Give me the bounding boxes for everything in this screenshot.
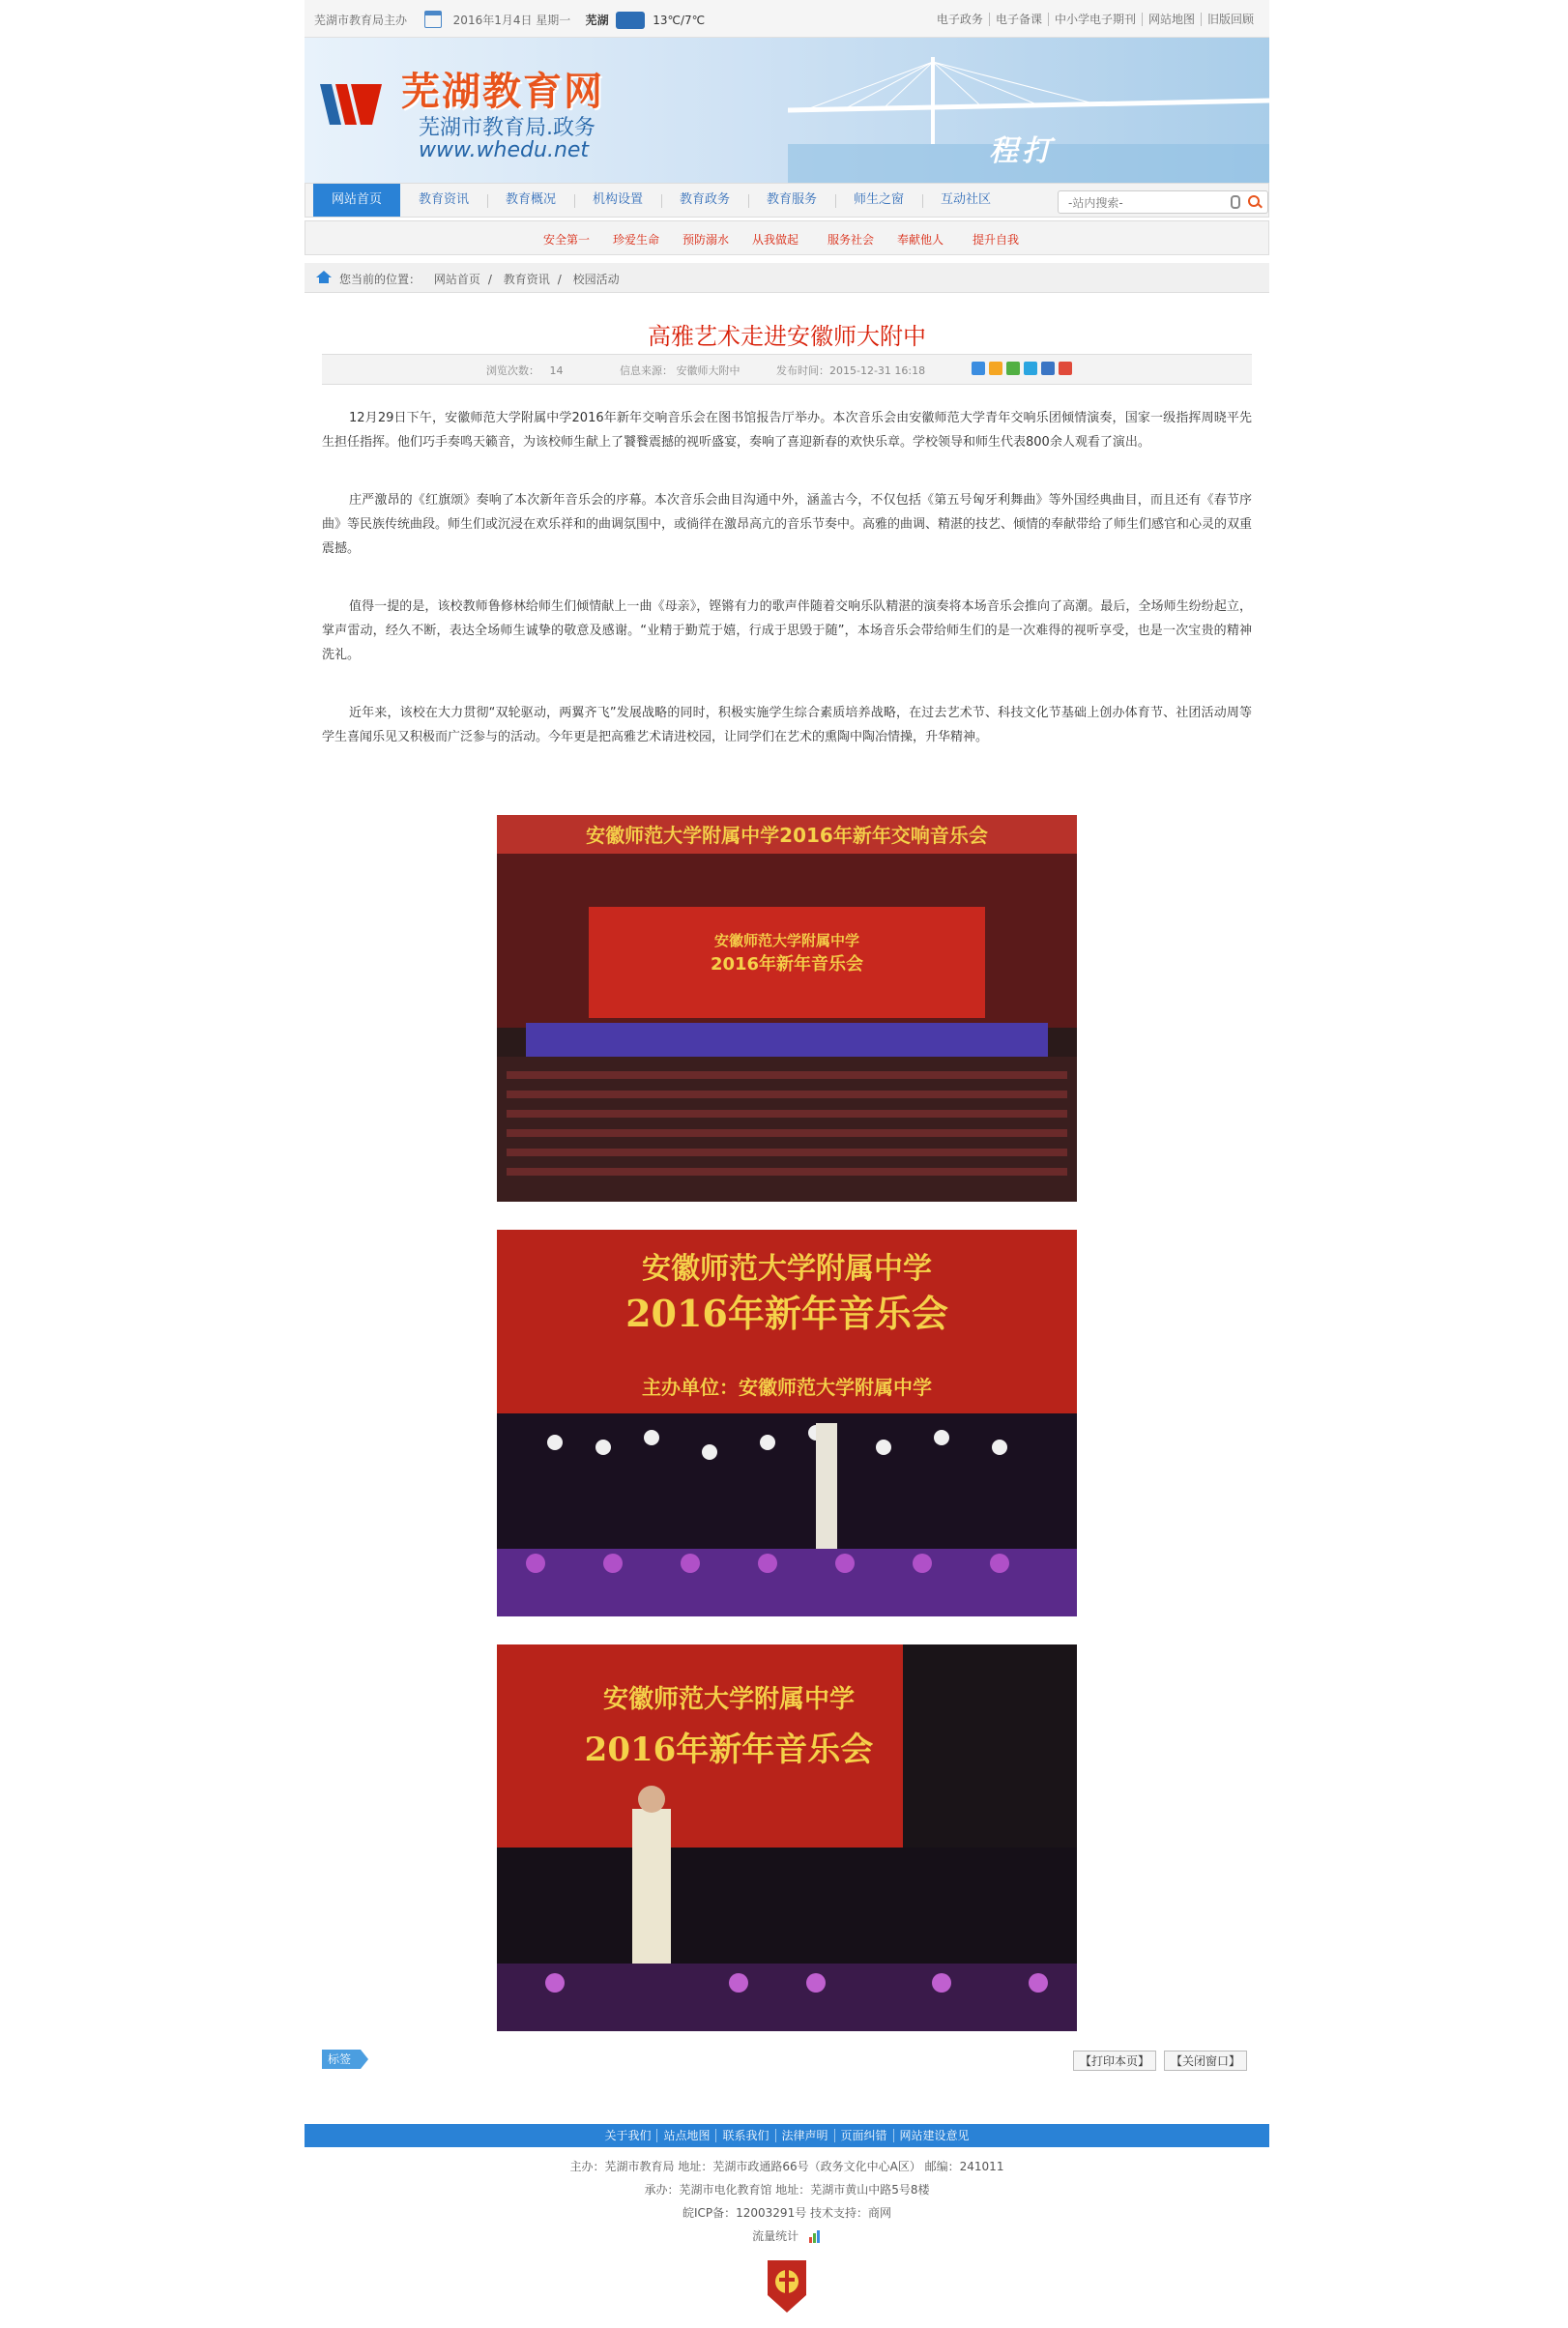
nav-item-services[interactable]: 教育服务: [766, 192, 817, 207]
footer-link-about[interactable]: 关于我们: [604, 2129, 652, 2142]
article-meta: [322, 354, 1252, 385]
top-bar-info: [314, 11, 705, 29]
top-link-egov[interactable]: 电子政务: [936, 13, 983, 26]
photo1-school-text: 安徽师范大学附属中学: [713, 932, 860, 949]
top-link-sitemap[interactable]: 网站地图: [1142, 13, 1201, 26]
share-qzone-icon[interactable]: [989, 362, 1002, 375]
photo2-school-text: 安徽师范大学附属中学: [642, 1252, 932, 1286]
photo1-event-text: 2016年新年音乐会: [710, 954, 864, 975]
subnav-link-improve[interactable]: 提升自我: [973, 233, 1020, 247]
article-actions: [1065, 2051, 1247, 2071]
subnav-link-start[interactable]: 从我做起: [752, 233, 799, 247]
search-box: [1058, 190, 1268, 214]
date-text: 2016年1月4日 星期一: [452, 14, 571, 27]
photo2-organizer-text: 主办单位：安徽师范大学附属中学: [642, 1376, 932, 1399]
subnav-link-drowning[interactable]: 预防溺水: [682, 233, 730, 247]
concert-photo-orchestra: [497, 1230, 1077, 1616]
source-value: 安徽师大附中: [676, 364, 740, 377]
microphone-icon[interactable]: [1231, 195, 1240, 209]
nav-item-affairs[interactable]: 教育政务: [679, 192, 730, 207]
article-paragraph: 12月29日下午，安徽师范大学附属中学2016年新年交响音乐会在图书馆报告厅举办。本次音乐会由安徽师范大学青年交响乐团倾情演奏，国家一级指挥周晓平先生担任指挥。他们巧手奏鸣天籁音，为该校师生献上了饕餮震撼的视听盛宴，奏响了喜迎新春的欢快乐章。学校领导和师生代表800余人观看了演出。: [322, 411, 1252, 450]
article-body: [322, 406, 1252, 783]
sponsor-text: 芜湖市教育局主办: [314, 14, 408, 27]
article-paragraph: 值得一提的是，该校教师鲁修林给师生们倾情献上一曲《母亲》，铿锵有力的歌声伴随着交响乐队精湛的演奏将本场音乐会推向了高潮。最后，全场师生纷纷起立，掌声雷动，经久不断，表达全场师生诚挚的敬意及感谢。“业精于勤荒于嬉，行成于思毁于随”，本场音乐会带给师生们的是一次难得的视听享受，也是一次宝贵的精神洗礼。: [322, 599, 1252, 662]
share-icons: [972, 362, 1076, 378]
gov-emblem-icon[interactable]: [764, 2256, 810, 2314]
article-paragraph: 庄严激昂的《红旗颂》奏响了本次新年音乐会的序幕。本次音乐会曲目沟通中外，涵盖古今，不仅包括《第五号匈牙利舞曲》等外国经典曲目，而且还有《春节序曲》等民族传统曲段。师生们或沉浸在欢乐祥和的曲调氛围中，或徜徉在激昂高亢的音乐节奏中。高雅的曲调、精湛的技艺、倾情的奉献带给了师生们感官和心灵的双重震撼。: [322, 493, 1253, 556]
breadcrumb-home[interactable]: 网站首页: [433, 273, 480, 286]
article-paragraph: 近年来，该校在大力贯彻“双轮驱动，两翼齐飞”发展战略的同时，积极实施学生综合素质培养战略，在过去艺术节、科技文化节基础上创办体育节、社团活动周等学生喜闻乐见又积极而广泛参与的活动。今年更是把高雅艺术请进校园，让同学们在艺术的熏陶中陶冶情操，升华精神。: [322, 706, 1252, 744]
views-label: 浏览次数：: [486, 364, 539, 377]
photo1-banner-text: 安徽师范大学附属中学2016年新年交响音乐会: [586, 824, 988, 847]
breadcrumb-campus[interactable]: 校园活动: [572, 273, 620, 286]
close-window-button[interactable]: 【关闭窗口】: [1164, 2051, 1247, 2071]
site-url: www.whedu.net: [419, 138, 590, 162]
footer-line-icp: 皖ICP备：12003291号 技术支持：商网: [682, 2206, 892, 2220]
subnav-link-safety[interactable]: 安全第一: [543, 233, 591, 247]
top-link-elesson[interactable]: 电子备课: [989, 13, 1048, 26]
breadcrumb-label: 您当前的位置：: [339, 273, 421, 286]
share-weibo-icon[interactable]: [1006, 362, 1020, 375]
nav-item-window[interactable]: 师生之窗: [853, 192, 904, 207]
banner-slogan: 程打: [989, 134, 1055, 168]
search-input[interactable]: [1066, 193, 1225, 213]
footer-link-legal[interactable]: 法律声明: [775, 2129, 834, 2142]
main-nav: [305, 183, 1269, 218]
source-label: 信息来源：: [620, 364, 673, 377]
publish-date: 2015-12-31 16:18: [829, 364, 926, 377]
footer-line-sponsor: 主办：芜湖市教育局 地址：芜湖市政通路66号（政务文化中心A区） 邮编：241011: [569, 2160, 1004, 2173]
calendar-icon: [424, 11, 442, 28]
top-link-journal[interactable]: 中小学电子期刊: [1048, 13, 1142, 26]
header-banner: [305, 38, 1269, 183]
weather-icon: [616, 12, 645, 29]
date-label: 发布时间：: [776, 364, 829, 377]
stats-icon[interactable]: [808, 2229, 822, 2243]
share-more-icon[interactable]: [1059, 362, 1072, 375]
city-text: 芜湖: [585, 14, 609, 27]
site-subtitle: 芜湖市教育局.政务: [419, 116, 595, 140]
breadcrumb-news[interactable]: 教育资讯: [503, 273, 550, 286]
nav-item-news[interactable]: 教育资讯: [418, 192, 469, 207]
sub-nav: [305, 220, 1269, 255]
top-link-oldversion[interactable]: 旧版回顾: [1201, 13, 1260, 26]
photo3-event-text: 2016年新年音乐会: [584, 1731, 874, 1769]
share-plus-icon[interactable]: [972, 362, 985, 375]
print-button[interactable]: 【打印本页】: [1073, 2051, 1156, 2071]
footer-line-organizer: 承办：芜湖市电化教育馆 地址：芜湖市黄山中路5号8楼: [644, 2183, 930, 2197]
photo3-school-text: 安徽师范大学附属中学: [602, 1685, 856, 1714]
photo2-event-text: 2016年新年音乐会: [625, 1292, 948, 1335]
temperature-text: 13℃/7℃: [653, 14, 706, 27]
logo-icon: [320, 84, 382, 125]
site-name: 芜湖教育网: [401, 70, 604, 114]
home-icon: [316, 271, 332, 277]
top-bar: [305, 0, 1269, 38]
subnav-link-life[interactable]: 珍爱生命: [613, 233, 660, 247]
footer-stats: [305, 2227, 1269, 2244]
footer-nav: [305, 2124, 1269, 2147]
footer-link-suggestions[interactable]: 网站建设意见: [893, 2129, 975, 2142]
stats-label[interactable]: 流量统计: [752, 2229, 799, 2243]
subnav-link-serve[interactable]: 服务社会: [828, 233, 875, 247]
concert-photo-singer: [497, 1644, 1077, 2031]
nav-item-overview[interactable]: 教育概况: [505, 192, 556, 207]
concert-photo-hall: [497, 815, 1077, 1202]
nav-item-community[interactable]: 互动社区: [940, 192, 991, 207]
breadcrumb: 您当前的位置： 网站首页 / 教育资讯 / 校园活动: [305, 263, 1269, 293]
top-links: [931, 11, 1260, 27]
footer-link-errata[interactable]: 页面纠错: [834, 2129, 893, 2142]
share-renren-icon[interactable]: [1041, 362, 1055, 375]
search-icon[interactable]: [1248, 195, 1260, 207]
share-tencent-icon[interactable]: [1024, 362, 1037, 375]
footer-link-contact[interactable]: 联系我们: [715, 2129, 774, 2142]
subnav-link-dedicate[interactable]: 奉献他人: [897, 233, 944, 247]
article-title: 高雅艺术走进安徽师大附中: [648, 323, 926, 350]
nav-item-home[interactable]: 网站首页: [313, 184, 400, 217]
tag-label: 标签: [322, 2050, 361, 2069]
views-count: 14: [549, 364, 564, 377]
footer-link-sitemap[interactable]: 站点地图: [656, 2129, 715, 2142]
nav-item-institutions[interactable]: 机构设置: [592, 192, 643, 207]
